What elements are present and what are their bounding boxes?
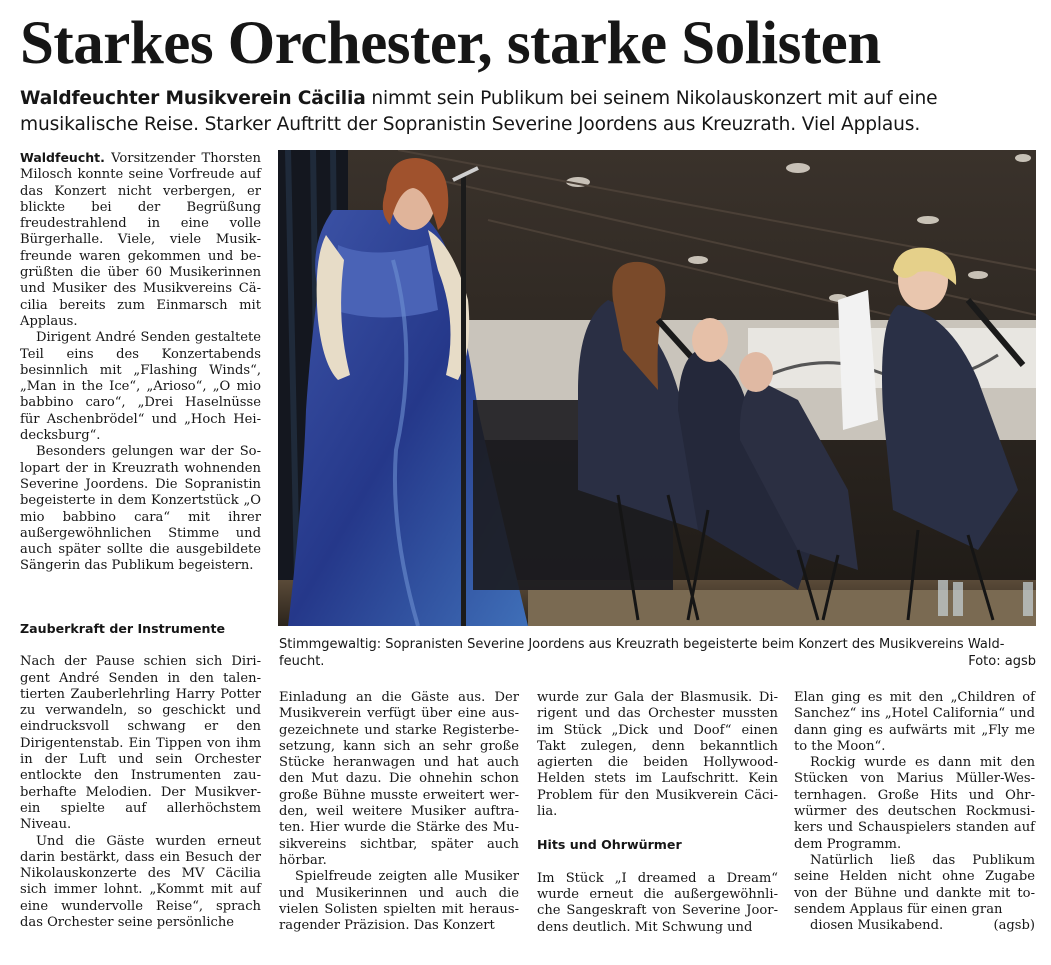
- photo-credit: Foto: agsb: [968, 653, 1036, 669]
- subheadline: [20, 86, 1032, 138]
- paragraph: Rockig wurde es dann mit den Stücken von Marius Müller-Westernhagen. Große Hits und Ohrwürmer des deutschen Rockmusikers und Schauspielers standen auf dem Programm.: [794, 755, 1035, 852]
- concert-photo: [278, 150, 1036, 626]
- dateline: Waldfeucht.: [20, 150, 105, 165]
- column-4: [794, 690, 1035, 934]
- closing-text: diosen Musikabend.: [810, 918, 944, 934]
- subheadline-bold: Waldfeuchter Musikverein Cäcilia: [20, 88, 366, 109]
- photo-caption: [279, 637, 1036, 670]
- paragraph: Besonders gelungen war der Solopart der in Kreuzrath wohnenden Severine Joordens. Die Sopranistin begeisterte in dem Konzertstück „O mio babbino cara“ mit ihrer außergewöhnlichen Stimme und auch später sollte die ausgebildete Sängerin das Publikum begeistern.: [20, 444, 261, 574]
- paragraph: Nach der Pause schien sich Dirigent André Senden in den talentierten Zauberlehrling Harry Potter zu verwandeln, so geschickt und eindrucksvoll schwang er den Dirigentenstab. Ein Tippen von ihm in der Luft und sein Orchester entlockte den Instrumenten zauberhafte Melodien. Der Musikverein spielte auf allerhöchstem Niveau.: [20, 654, 261, 833]
- section-heading: Hits und Ohrwürmer: [537, 837, 682, 853]
- column-3: [537, 690, 778, 936]
- paragraph: Und die Gäste wurden erneut darin bestärkt, dass ein Besuch der Nikolauskonzerte des MV Cäcilia sich immer lohnt. „Kommt mit auf eine wundervolle Reise“, sprach das Orchester seine persönliche: [20, 833, 261, 931]
- paragraph-intro: [20, 150, 261, 330]
- closing-line: [794, 918, 1035, 934]
- subheadline-text: nimmt sein Publikum bei seinem Nikolauskonzert mit auf eine musikalische Reise. Starker Auftritt der Sopranistin Severine Joordens aus Kreuzrath. Viel Applaus.: [20, 88, 938, 135]
- section-heading: Zauberkraft der Instrumente: [20, 621, 226, 636]
- paragraph: wurde zur Gala der Blasmusik. Dirigent und das Orchester mussten im Stück „Dick und Doof“ einen Takt zulegen, denn bekanntlich agierten die beiden Hollywood-Helden stets im Laufschritt. Kein Problem für den Musikverein Cäcilia.: [537, 690, 778, 820]
- paragraph: Dirigent André Senden gestaltete Teil eins des Konzertabends besinnlich mit „Flashing Winds“, „Man in the Ice“, „Arioso“, „O mio babbino caro“, „Drei Haselnüsse für Aschenbrödel“ und „Hoch Heidecksburg“.: [20, 330, 261, 444]
- paragraph: Spielfreude zeigten alle Musiker und Musikerinnen und auch die vielen Solisten spielten mit herausragender Präzision. Das Konzert: [279, 869, 519, 934]
- column-2: [279, 690, 519, 934]
- photo-caption-text: Stimmgewaltig: Sopranisten Severine Joordens aus Kreuzrath begeisterte beim Konzert des Musikvereins Waldfeucht.: [279, 637, 1005, 669]
- column-1-top: [20, 150, 261, 575]
- headline: Starkes Orchester, starke Solisten: [20, 10, 881, 77]
- paragraph: Natürlich ließ das Publikum seine Helden nicht ohne Zugabe von der Bühne und dankte mit tosendem Applaus für einen gran: [794, 852, 1035, 917]
- column-1-bottom: [20, 621, 261, 931]
- paragraph-intro-text: Vorsitzender Thorsten Milosch konnte seine Vorfreude auf das Konzert nicht verbergen, er blickte bei der Begrüßung freudestrahlend in eine volle Bürgerhalle. Viele, viele Musikfreunde waren gekommen und begrüßten die über 60 Musikerinnen und Musiker des Musikvereins Cäcilia bereits zum Einmarsch mit Applaus.: [20, 151, 261, 329]
- concert-photo-graphic: [278, 150, 1036, 626]
- paragraph: Einladung an die Gäste aus. Der Musikverein verfügt über eine ausgezeichnete und starke Registerbesetzung, kann sich an sehr große Stücke heranwagen und hat auch den Mut dazu. Die ohnehin schon große Bühne musste erweitert werden, weil weitere Musiker auftraten. Hier wurde die Stärke des Musikvereins sichtbar, später auch hörbar.: [279, 690, 519, 868]
- author-signature: (agsb): [993, 918, 1035, 934]
- paragraph: Elan ging es mit den „Children of Sanchez“ ins „Hotel California“ und dann ging es aufwärts mit „Fly me to the Moon“.: [794, 690, 1035, 754]
- paragraph: Im Stück „I dreamed a Dream“ wurde erneut die außergewöhnliche Sangeskraft von Severine Joordens deutlich. Mit Schwung und: [537, 870, 778, 935]
